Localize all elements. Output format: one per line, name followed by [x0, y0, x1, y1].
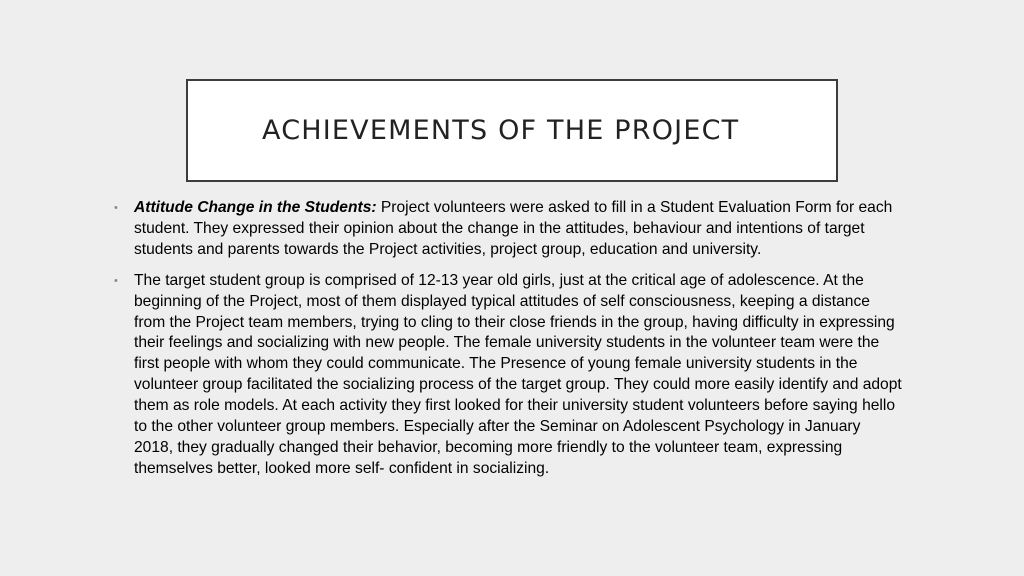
- bullet-item-target-group: [112, 271, 902, 480]
- slide-content: [112, 198, 902, 490]
- bullet-text: Project volunteers were asked to fill in a Student Evaluation Form for each student. They expressed their opinion about the change in the attitudes, behaviour and intentions of target students and parents towards the Project activities, project group, education and university.: [134, 199, 893, 258]
- title-box: [186, 79, 838, 182]
- slide-title: ACHIEVEMENTS OF THE PROJECT: [262, 115, 740, 146]
- bullet-dot-icon: •: [114, 202, 118, 214]
- bullet-text: The target student group is comprised of 12-13 year old girls, just at the critical age of adolescence. At the beginning of the Project, most of them displayed typical attitudes of self consciousness, keeping a distance from the Project team members, trying to cling to their close friends in the group, having difficulty in expressing their feelings and socializing with new people. The female university students in the volunteer team were the first people with whom they could communicate. The Presence of young female university students in the volunteer group facilitated the socializing process of the target group. They could more easily identify and adopt them as role models. At each activity they first looked for their university student volunteers before saying hello to the other volunteer group members. Especially after the Seminar on Adolescent Psychology in January 2018, they gradually changed their behavior, becoming more friendly to the volunteer team, expressing themselves better, looked more self- confident in socializing.: [134, 271, 902, 477]
- bullet-item-attitude-change: [112, 198, 902, 261]
- bullet-lead: Attitude Change in the Students:: [134, 199, 377, 216]
- bullet-dot-icon: •: [114, 274, 118, 287]
